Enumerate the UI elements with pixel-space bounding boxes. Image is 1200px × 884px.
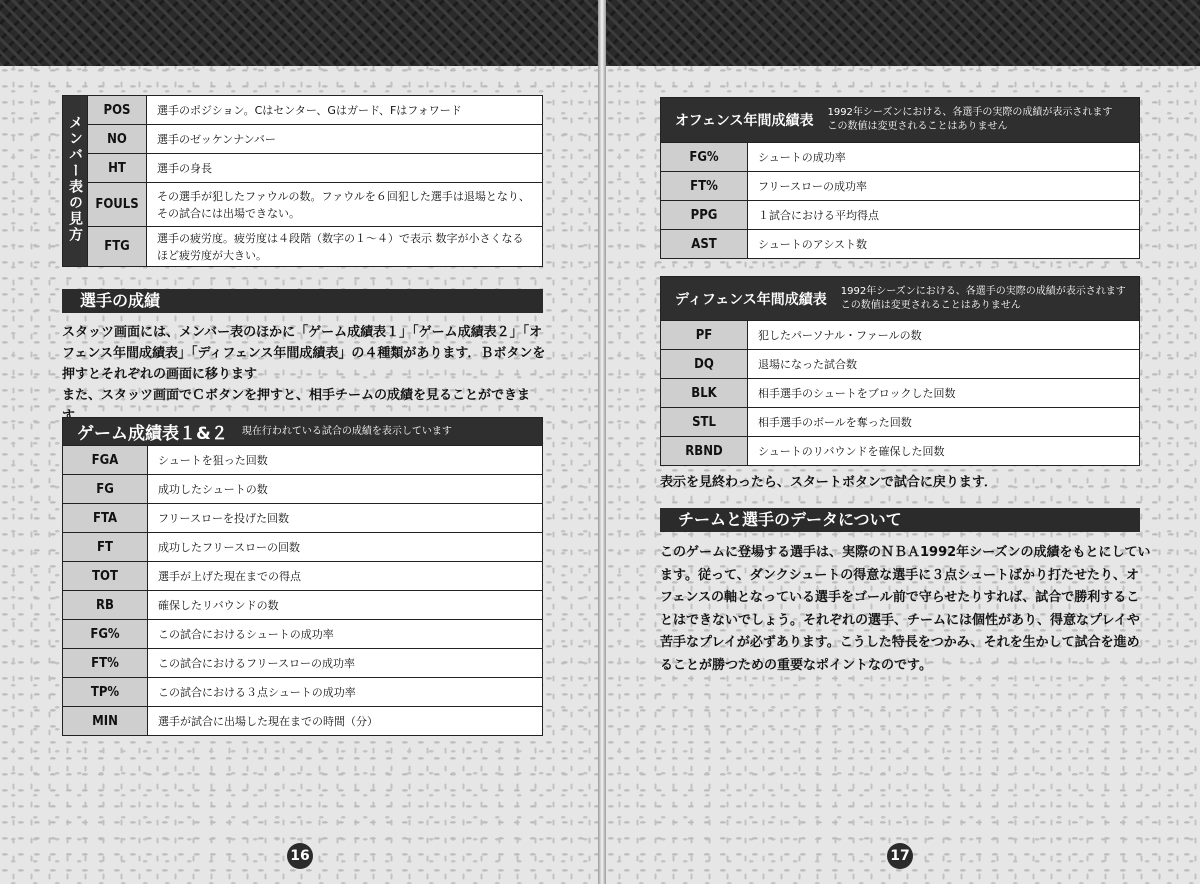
row-key: RBND [661,437,748,466]
table-row [63,707,543,736]
row-key: PF [661,321,748,350]
row-key: FT [63,533,148,562]
table-row [63,96,543,125]
table-row [661,172,1140,201]
table-row [661,321,1140,350]
row-desc: 成功したフリースローの回数 [148,533,543,562]
row-key: PPG [661,201,748,230]
intro-paragraph [62,322,552,427]
table-row [63,678,543,707]
row-key: STL [661,408,748,437]
row-desc: シュートのリバウンドを確保した回数 [748,437,1140,466]
table-row [63,504,543,533]
top-pattern-band [606,0,1200,66]
row-key: FT% [63,649,148,678]
section-title-bar [660,508,1140,532]
note-line: 1992年シーズンにおける、各選手の実際の成績が表示されます [827,107,1113,118]
note-line: 1992年シーズンにおける、各選手の実際の成績が表示されます [840,285,1126,297]
row-desc: 犯したパーソナル・ファールの数 [748,321,1140,350]
defense-table-note [827,285,1126,313]
note-line: この数値は変更されることはありません [840,299,1021,311]
row-desc: その選手が犯したファウルの数。ファウルを６回犯した選手は退場となり、その試合には出場できない。 [147,183,543,227]
row-desc: フリースローを投げた回数 [148,504,543,533]
row-desc: 相手選手のシュートをブロックした回数 [748,379,1140,408]
table-row [63,154,543,183]
row-desc: シュートの成功率 [748,143,1140,172]
offense-table-header [660,97,1140,143]
row-desc: 成功したシュートの数 [148,475,543,504]
section-title-bar [62,289,543,313]
row-desc: 選手が上げた現在までの得点 [148,562,543,591]
table-row [661,143,1140,172]
row-desc: シュートを狙った回数 [148,446,543,475]
paragraph-line: 苦手なプレイが必ずあります。こうした特長をつかみ、それを生かして試合を進め [660,635,1140,650]
row-key: FG% [661,143,748,172]
table-row [63,183,543,227]
return-instruction: 表示を見終わったら、スタートボタンで試合に戻ります． [660,475,997,490]
paragraph-line: とはできないでしょう。それぞれの選手、チームには個性があり、得意なプレイや [660,612,1140,628]
offense-table-title: オフェンス年間成績表 [675,113,814,129]
defense-table [660,320,1140,466]
row-key: MIN [63,707,148,736]
row-desc: 選手の身長 [147,154,543,183]
table-row [63,475,543,504]
paragraph-line: ることが勝つための重要なポイントなのです。 [660,657,932,673]
data-paragraph [660,542,1190,677]
row-desc: 選手のゼッケンナンバー [147,125,543,154]
row-desc: 確保したリバウンドの数 [148,591,543,620]
offense-table-note [813,106,1112,134]
game-table-title: ゲーム成績表１&２ [77,424,228,444]
row-desc: １試合における平均得点 [748,201,1140,230]
row-key: RB [63,591,148,620]
table-row [63,227,543,267]
paragraph-line: スタッツ画面には、メンバー表のほかに「ゲーム成績表１」「ゲーム成績表２」「オ [62,325,543,340]
row-key: FTG [88,227,147,267]
row-desc: この試合における３点シュートの成功率 [148,678,543,707]
row-desc: 選手のポジション。Cはセンター、Gはガード、Fはフォワード [147,96,543,125]
row-key: DQ [661,350,748,379]
table-row [661,379,1140,408]
row-key: FG [63,475,148,504]
defense-table-title: ディフェンス年間成績表 [675,291,827,308]
table-row [63,562,543,591]
paragraph-line: また、スタッツ画面でＣボタンを押すと、相手チームの成績を見ることができま [62,388,531,403]
member-table [62,95,543,267]
game-table-header [62,417,543,446]
defense-table-header [660,276,1140,321]
row-key: FGA [63,446,148,475]
row-desc: フリースローの成功率 [748,172,1140,201]
paragraph-line: フェンスの軸となっている選手をゴール前で守らせたりすれば、試合で勝利するこ [660,590,1140,605]
row-key: NO [88,125,147,154]
top-pattern-band [0,0,598,66]
table-row [63,591,543,620]
row-key: AST [661,230,748,259]
member-table-side-label: メンバー表の見方 [63,96,88,267]
row-key: FG% [63,620,148,649]
game-table-note: 現在行われている試合の成績を表示しています [241,425,452,437]
paragraph-line: 押すとそれぞれの画面に移ります [62,367,258,382]
book-gutter [598,0,606,884]
row-desc: この試合におけるシュートの成功率 [148,620,543,649]
row-desc: 選手の疲労度。疲労度は４段階（数字の１～４）で表示 数字が小さくなるほど疲労度が大きい。 [147,227,543,267]
section-title: 選手の成績 [80,291,161,310]
row-desc: 選手が試合に出場した現在までの時間（分） [148,707,543,736]
page-left [0,0,598,884]
game-table [62,445,543,736]
table-row [63,620,543,649]
row-key: FOULS [88,183,147,227]
row-desc: この試合におけるフリースローの成功率 [148,649,543,678]
row-key: POS [88,96,147,125]
table-row [63,125,543,154]
row-key: FTA [63,504,148,533]
note-line: この数値は変更されることはありません [827,121,1008,132]
table-row [661,350,1140,379]
table-row [661,230,1140,259]
table-row [661,201,1140,230]
paragraph-line: フェンス年間成績表」「ディフェンス年間成績表」の４種類があります．Ｂボタンを [62,346,546,361]
table-row [661,408,1140,437]
row-desc: 退場になった試合数 [748,350,1140,379]
table-row [63,446,543,475]
row-key: FT% [661,172,748,201]
row-key: BLK [661,379,748,408]
row-desc: シュートのアシスト数 [748,230,1140,259]
table-row [63,533,543,562]
offense-table [660,142,1140,259]
page-right [606,0,1200,884]
table-row [661,437,1140,466]
page-number: 17 [887,843,913,869]
row-key: TOT [63,562,148,591]
row-key: TP% [63,678,148,707]
table-row [63,649,543,678]
row-desc: 相手選手のボールを奪った回数 [748,408,1140,437]
section-title: チームと選手のデータについて [678,510,902,529]
paragraph-line: ます。従って、ダンクシュートの得意な選手に３点シュートばかり打たせたり、オ [660,567,1140,583]
paragraph-line: このゲームに登場する選手は、実際のＮＢＡ1992年シーズンの成績をもとにしてい [660,545,1151,560]
page-number: 16 [287,843,313,869]
row-key: HT [88,154,147,183]
